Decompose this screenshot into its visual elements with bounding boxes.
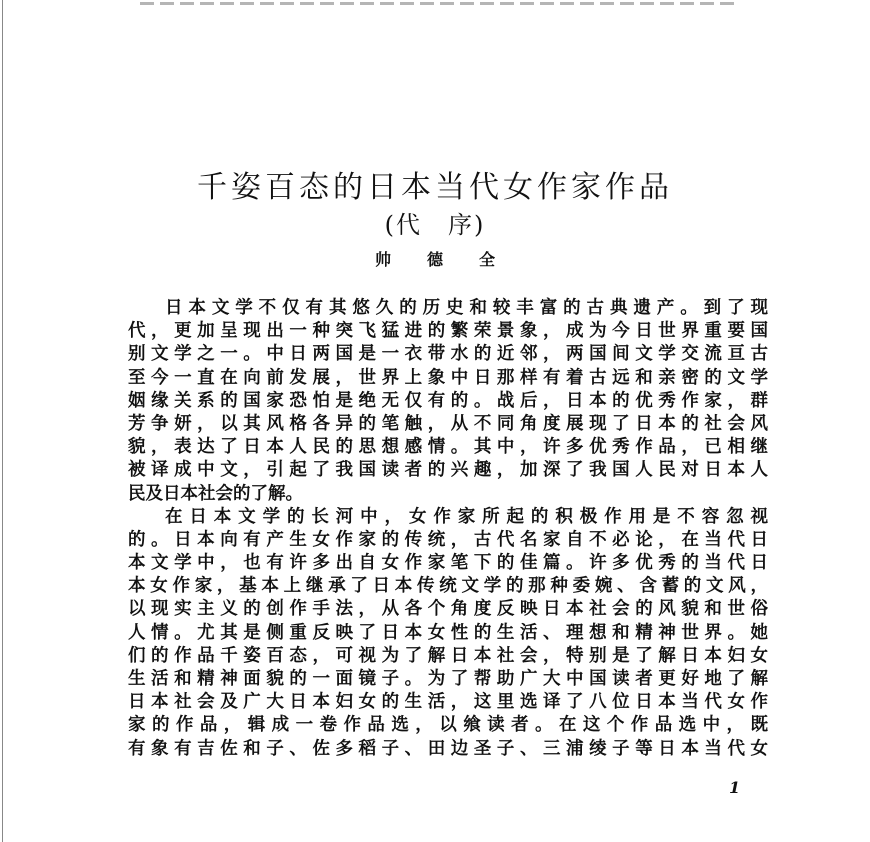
paragraph-1 xyxy=(128,297,768,506)
text-line: 至今一直在向前发展，世界上象中日那样有着古远和亲密的文学 xyxy=(128,367,768,388)
text-line: 本女作家，基本上继承了日本传统文学的那种委婉、含蓄的文风， xyxy=(128,576,768,597)
text-line: 本文学中，也有许多出自女作家笔下的佳篇。许多优秀的当代日 xyxy=(128,553,768,574)
text-line: 在日本文学的长河中，女作家所起的积极作用是不容忽视 xyxy=(165,506,768,527)
text-line: 的。日本向有产生女作家的传统，古代名家自不必论，在当代日 xyxy=(128,529,768,550)
text-line: 有象有吉佐和子、佐多稻子、田边圣子、三浦绫子等日本当代女 xyxy=(128,738,768,759)
text-line: 们的作品千姿百态，可视为了解日本社会，特别是了解日本妇女 xyxy=(128,645,768,666)
scan-artifact-top xyxy=(140,2,740,5)
text-line: 代，更加呈现出一种突飞猛进的繁荣景象，成为今日世界重要国 xyxy=(128,321,768,342)
text-line: 以现实主义的创作手法，从各个角度反映日本社会的风貌和世俗 xyxy=(128,599,768,620)
text-line: 日本社会及广大日本妇女的生活，这里选译了八位日本当代女作 xyxy=(128,692,768,713)
page-number: 1 xyxy=(729,778,741,797)
text-line: 人情。尤其是侧重反映了日本女性的生活、理想和精神世界。她 xyxy=(128,622,768,643)
text-line: 被译成中文，引起了我国读者的兴趣，加深了我国人民对日本人 xyxy=(128,460,768,481)
paragraph-2 xyxy=(128,506,768,761)
page-left-edge xyxy=(2,0,3,842)
body-text xyxy=(128,297,768,761)
text-line: 貌，表达了日本人民的思想感情。其中，许多优秀作品，已相继 xyxy=(128,437,768,458)
page-title: 千姿百态的日本当代女作家作品 xyxy=(197,170,673,205)
author-name: 帅德全 xyxy=(374,250,531,269)
text-line: 芳争妍，以其风格各异的笔触，从不同角度展现了日本的社会风 xyxy=(128,413,768,434)
page-subtitle: (代 序) xyxy=(384,211,486,239)
text-line: 姻缘关系的国家恐怕是绝无仅有的。战后，日本的优秀作家，群 xyxy=(128,390,768,411)
text-line: 民及日本社会的了解。 xyxy=(128,483,303,504)
text-line: 生活和精神面貌的一面镜子。为了帮助广大中国读者更好地了解 xyxy=(128,669,768,689)
text-line: 家的作品，辑成一卷作品选，以飨读者。在这个作品选中，既 xyxy=(128,715,768,736)
text-line: 别文学之一。中日两国是一衣带水的近邻，两国间文学交流亘古 xyxy=(128,344,768,365)
text-line: 日本文学不仅有其悠久的历史和较丰富的古典遗产。到了现 xyxy=(165,298,768,318)
